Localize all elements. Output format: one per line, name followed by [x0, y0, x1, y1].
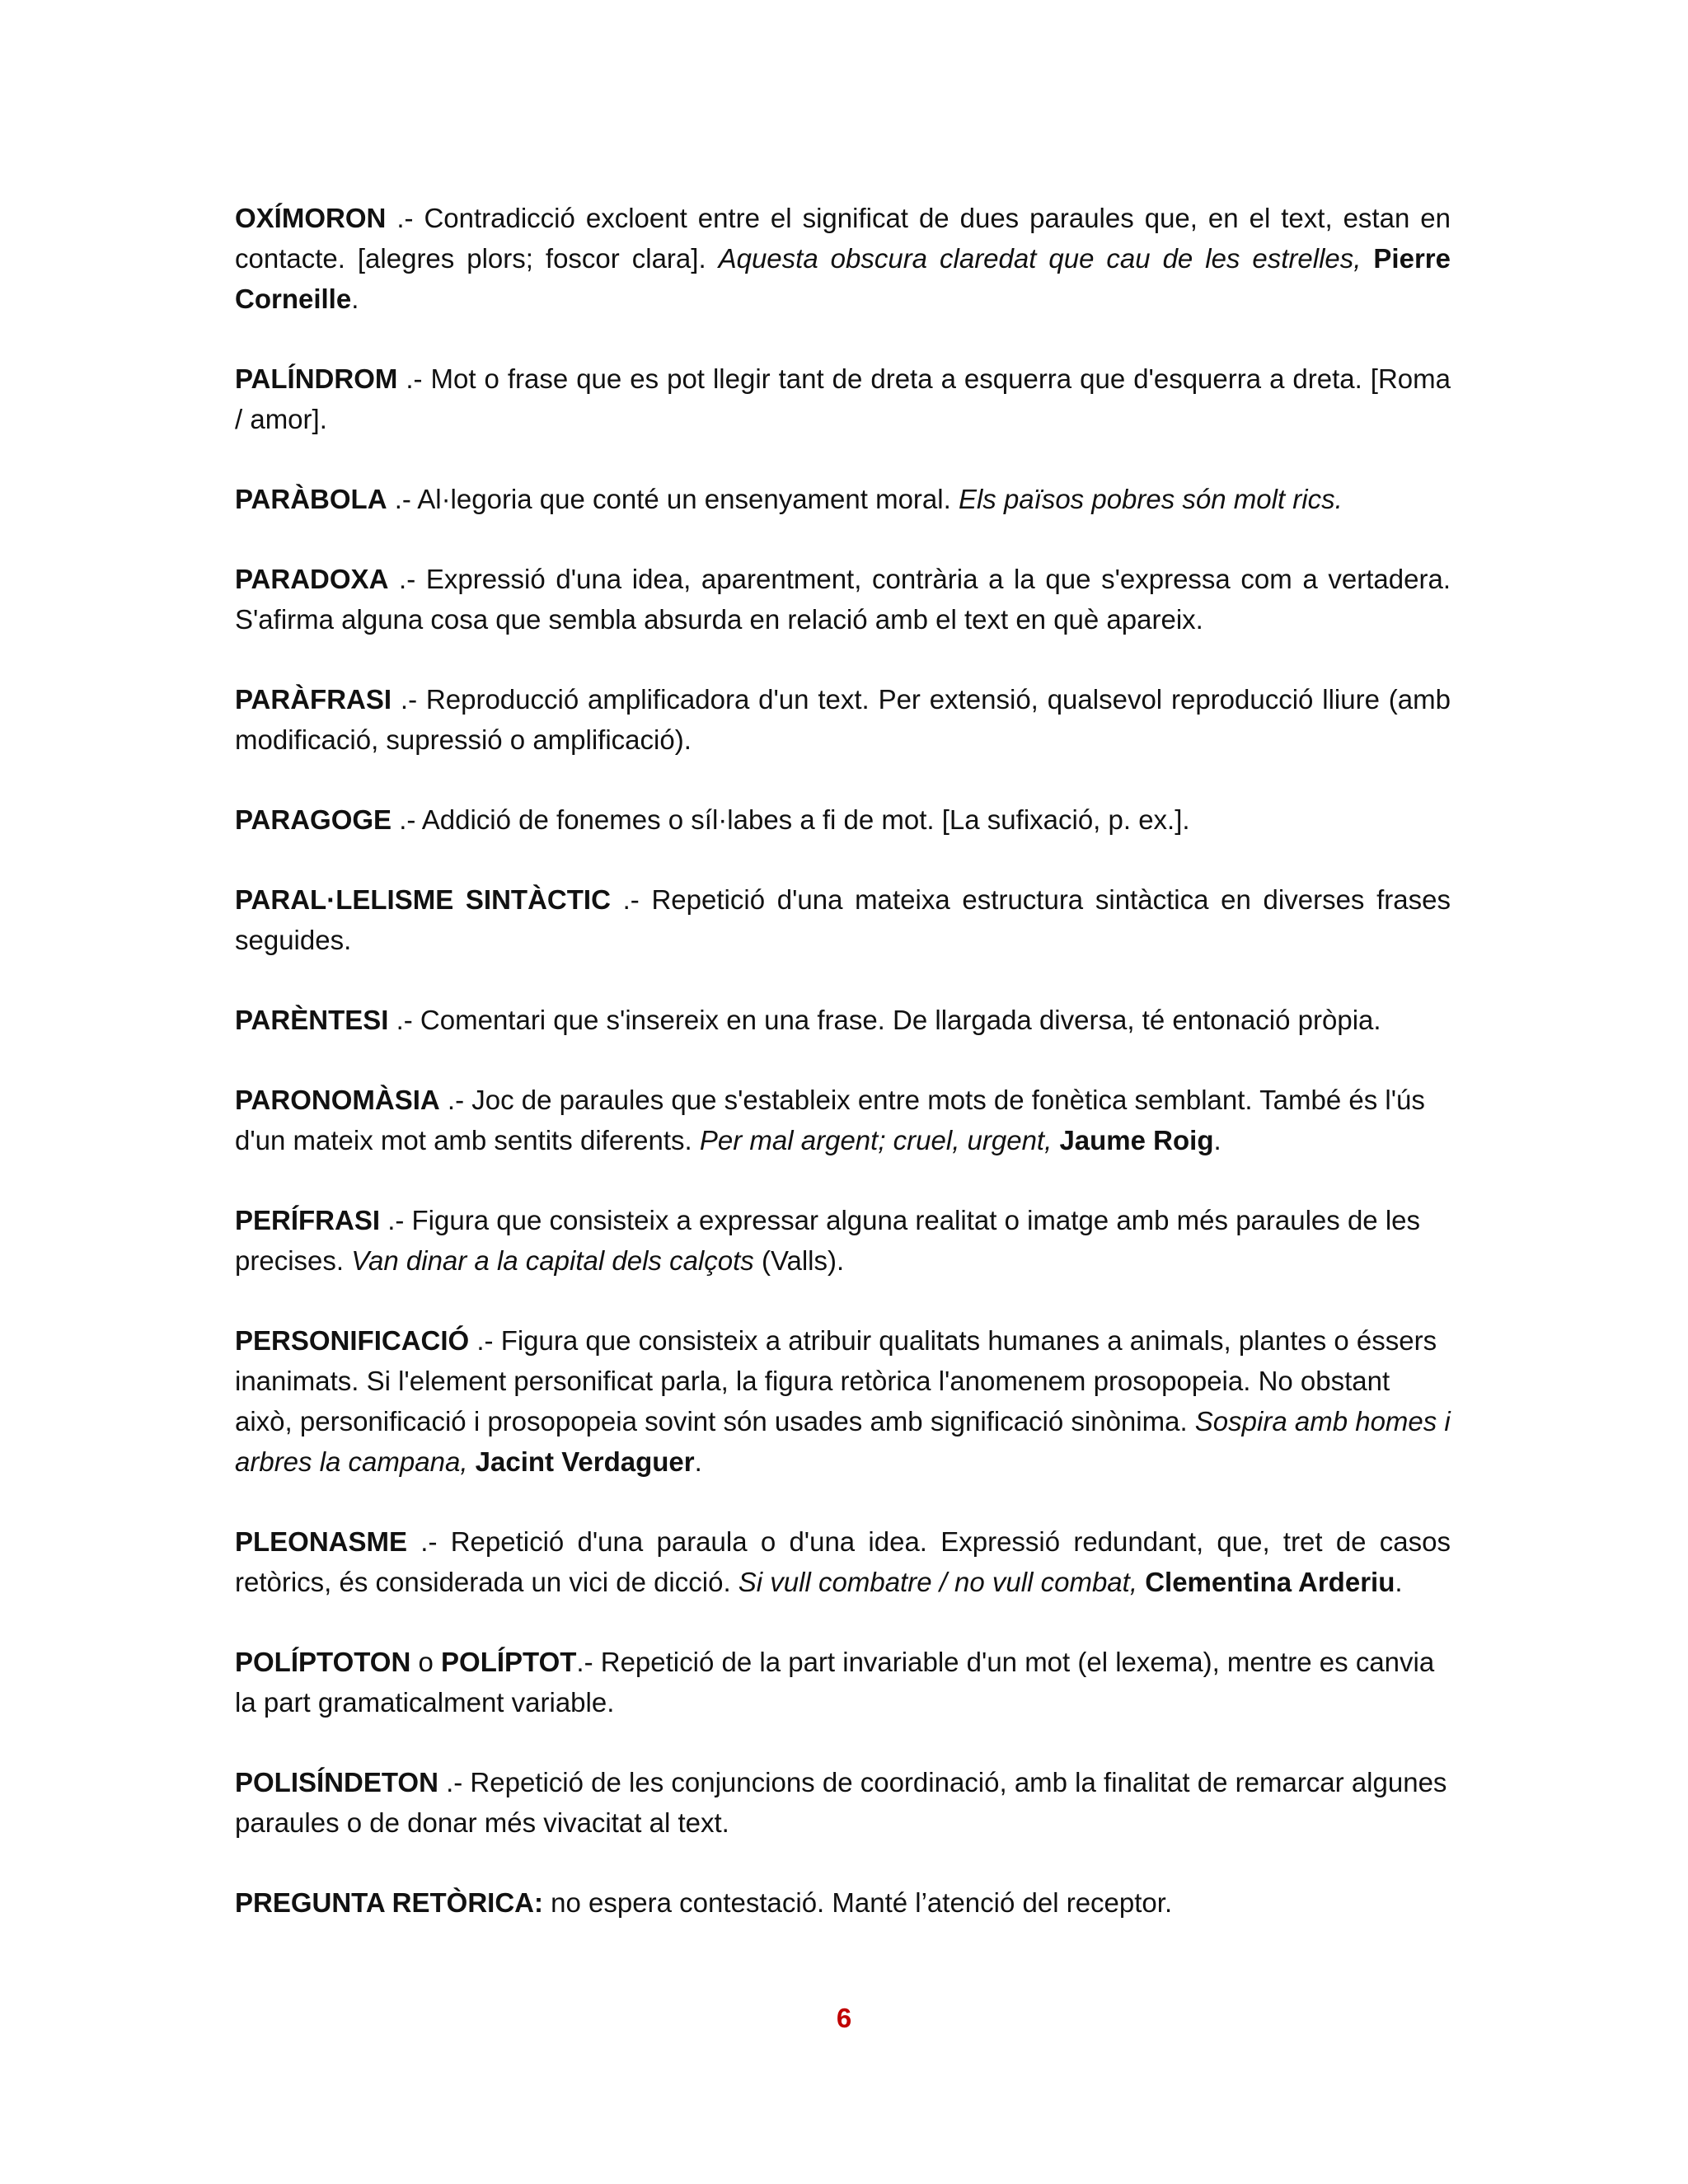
entry-term: PERÍFRASI [235, 1205, 381, 1235]
entry-example: Van dinar a la capital dels calçots [351, 1245, 754, 1276]
glossary-entry-perifrasi [235, 1200, 1451, 1281]
glossary-entry-paradoxa [235, 559, 1451, 640]
entry-definition: .- Figura que consisteix a expressar alguna realitat o imatge amb més paraules de les precises. [235, 1205, 1421, 1276]
entry-definition: .- Contradicció excloent entre el significat de dues paraules que, en el text, estan en contacte. [alegres plors; foscor clara]. [235, 203, 1451, 274]
entry-end: . [1213, 1125, 1221, 1155]
entry-term: PERSONIFICACIÓ [235, 1325, 470, 1356]
entry-author: Jacint Verdaguer [475, 1446, 695, 1477]
entry-example: Sospira amb homes i arbres la campana, [235, 1406, 1451, 1477]
glossary-entry-paragoge [235, 799, 1451, 840]
entry-definition: .- Repetició d'una mateixa estructura sintàctica en diverses frases seguides. [235, 884, 1451, 955]
entry-term-variant: POLÍPTOT [441, 1647, 577, 1677]
glossary-entry-poliptoton [235, 1642, 1451, 1722]
entry-term: PALÍNDROM [235, 363, 398, 394]
entry-definition: .- Al·legoria que conté un ensenyament moral. [387, 484, 959, 514]
glossary-content [235, 198, 1451, 1962]
entry-author: Clementina Arderiu [1145, 1567, 1395, 1597]
entry-connector: o [410, 1647, 442, 1677]
glossary-entry-paronomasia [235, 1080, 1451, 1160]
entry-definition: no espera contestació. Manté l’atenció del receptor. [543, 1887, 1173, 1918]
entry-example: Aquesta obscura claredat que cau de les estrelles, [718, 243, 1362, 274]
entry-definition: .- Repetició de les conjuncions de coordinació, amb la finalitat de remarcar algunes paraules o de donar més vivacitat al text. [235, 1767, 1447, 1838]
entry-example: Els països pobres són molt rics. [958, 484, 1343, 514]
entry-definition: .- Mot o frase que es pot llegir tant de dreta a esquerra que d'esquerra a dreta. [Roma / amor]. [235, 363, 1451, 434]
entry-definition: .- Comentari que s'insereix en una frase. De llargada diversa, té entonació pròpia. [388, 1005, 1381, 1035]
entry-definition: .- Reproducció amplificadora d'un text. Per extensió, qualsevol reproducció lliure (amb modificació, supressió o amplificació). [235, 684, 1451, 755]
entry-example: Per mal argent; cruel, urgent, [699, 1125, 1053, 1155]
entry-tail: (Valls). [753, 1245, 845, 1276]
entry-term: PARÈNTESI [235, 1005, 389, 1035]
glossary-entry-parafrasi [235, 679, 1451, 760]
entry-definition: .- Repetició d'una paraula o d'una idea. Expressió redundant, que, tret de casos retòrics, és considerada un vici de dicció. [235, 1526, 1451, 1597]
glossary-entry-parabola [235, 479, 1451, 519]
glossary-entry-palindrom [235, 359, 1451, 439]
entry-term: OXÍMORON [235, 203, 387, 233]
entry-end: . [694, 1446, 702, 1477]
entry-term: POLÍPTOTON [235, 1647, 411, 1677]
entry-term: PARÀFRASI [235, 684, 392, 715]
entry-term: PARONOMÀSIA [235, 1085, 440, 1115]
entry-definition: .- Figura que consisteix a atribuir qualitats humanes a animals, plantes o éssers inanimats. Si l'element personificat parla, la figura retòrica l'anomenem prosopopeia. No obstant això, personificació i prosopopeia sovint són usades amb significació sinònima. [235, 1325, 1437, 1436]
glossary-entry-pregunta-retorica [235, 1882, 1451, 1923]
entry-term: POLISÍNDETON [235, 1767, 438, 1797]
glossary-entry-personificacio [235, 1320, 1451, 1482]
entry-definition: .- Addició de fonemes o síl·labes a fi de mot. [La sufixació, p. ex.]. [392, 804, 1190, 835]
entry-term: PARADOXA [235, 564, 389, 594]
entry-term: PREGUNTA RETÒRICA: [235, 1887, 543, 1918]
entry-term: PARÀBOLA [235, 484, 387, 514]
page-number: 6 [836, 2003, 852, 2033]
entry-definition: .- Expressió d'una idea, aparentment, contrària a la que s'expressa com a vertadera. S'afirma alguna cosa que sembla absurda en relació amb el text en què apareix. [235, 564, 1451, 635]
entry-definition: .- Joc de paraules que s'estableix entre mots de fonètica semblant. També és l'ús d'un mateix mot amb sentits diferents. [235, 1085, 1425, 1155]
entry-example: Si vull combatre / no vull combat, [738, 1567, 1138, 1597]
entry-definition: .- Repetició de la part invariable d'un mot (el lexema), mentre es canvia la part gramaticalment variable. [235, 1647, 1435, 1718]
glossary-entry-parallelisme-sintactic [235, 879, 1451, 960]
entry-end: . [351, 284, 359, 314]
entry-term: PLEONASME [235, 1526, 408, 1557]
glossary-entry-polisindeton [235, 1762, 1451, 1843]
entry-term: PARAL·LELISME SINTÀCTIC [235, 884, 611, 915]
entry-author: Pierre Corneille [235, 243, 1451, 314]
entry-author: Jaume Roig [1059, 1125, 1214, 1155]
glossary-entry-oximoron [235, 198, 1451, 319]
glossary-entry-pleonasme [235, 1521, 1451, 1602]
glossary-entry-parentesi [235, 1000, 1451, 1040]
entry-end: . [1395, 1567, 1403, 1597]
entry-term: PARAGOGE [235, 804, 392, 835]
